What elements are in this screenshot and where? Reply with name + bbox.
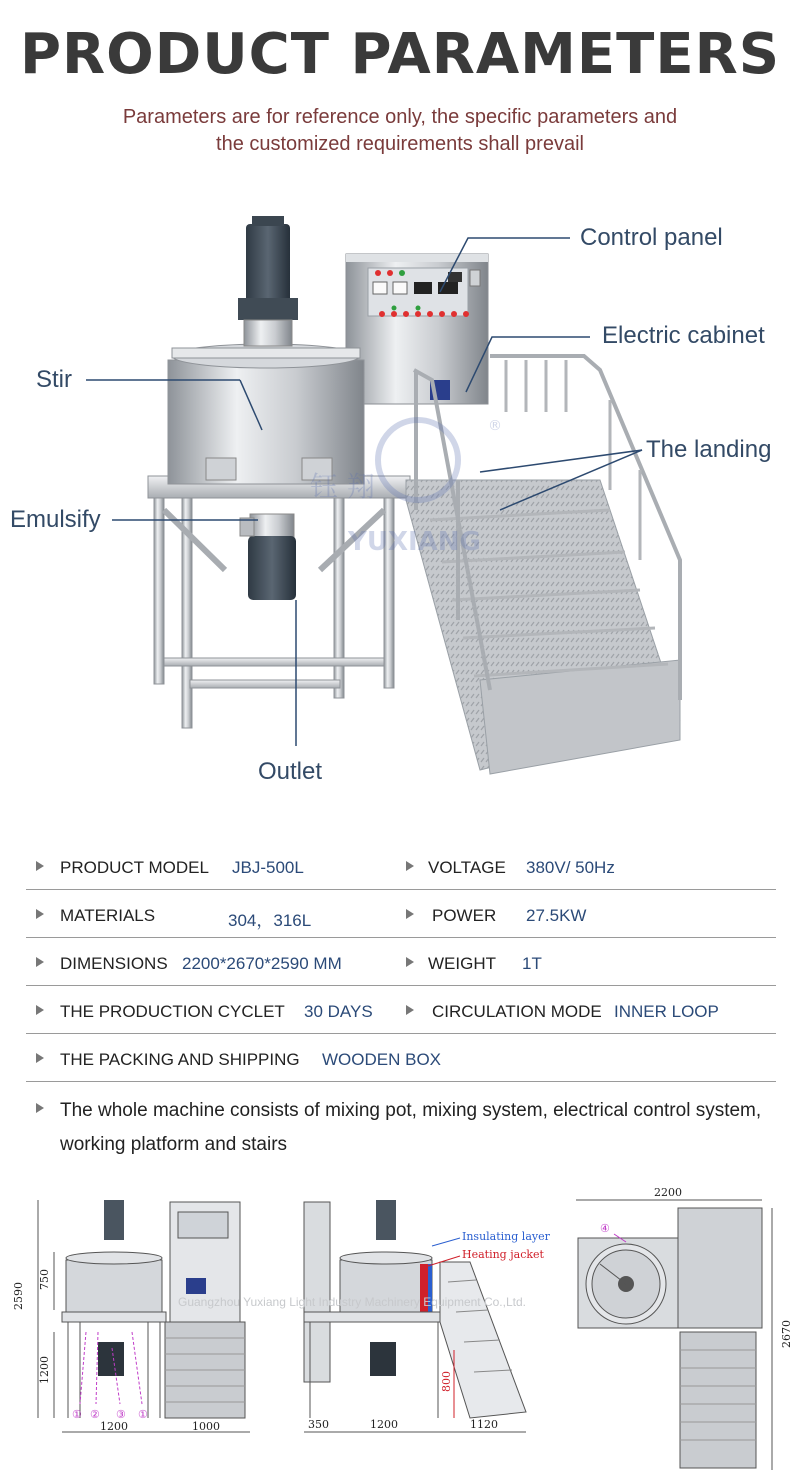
callout-emulsify: Emulsify bbox=[10, 506, 101, 533]
label-heating-jacket: Heating jacket bbox=[462, 1248, 544, 1261]
machine-illustration bbox=[0, 180, 800, 820]
dim-front-total-height: 2590 bbox=[12, 1282, 25, 1310]
company-watermark: Guangzhou Yuxiang Light Industry Machinery Equipment Co.,Ltd. bbox=[178, 1295, 526, 1309]
svg-text:®: ® bbox=[488, 418, 502, 434]
param-value: WOODEN BOX bbox=[322, 1050, 442, 1069]
dim-side-w2: 1200 bbox=[370, 1418, 398, 1431]
param-value: 2200*2670*2590 MM bbox=[182, 954, 342, 973]
param-label: THE PRODUCTION CYCLET bbox=[60, 1002, 285, 1021]
callout-control-panel: Control panel bbox=[580, 224, 723, 251]
stir-motor bbox=[238, 216, 298, 346]
bullet-triangle-icon bbox=[36, 909, 44, 919]
param-label: CIRCULATION MODE bbox=[432, 1002, 602, 1021]
bullet-triangle-icon bbox=[406, 909, 414, 919]
bullet-triangle-icon bbox=[36, 1103, 44, 1113]
front-view-drawing bbox=[38, 1200, 250, 1432]
param-value: INNER LOOP bbox=[614, 1002, 719, 1021]
callout-stir: Stir bbox=[36, 366, 72, 393]
dim-side-w1: 350 bbox=[308, 1418, 329, 1431]
marker-4: ④ bbox=[600, 1222, 610, 1235]
machine-svg bbox=[0, 180, 800, 820]
callout-the-landing: The landing bbox=[646, 436, 772, 463]
param-label: MATERIALS bbox=[60, 906, 156, 925]
watermark-en: YUXIANG bbox=[348, 527, 481, 557]
emulsify-motor bbox=[240, 514, 296, 600]
description-text: The whole machine consists of mixing pot, mixing system, electrical control system, working platform and stairs bbox=[60, 1100, 762, 1155]
param-row bbox=[26, 1034, 776, 1082]
dim-front-width-left: 1200 bbox=[100, 1420, 128, 1433]
page-title: PRODUCT PARAMETERS bbox=[19, 22, 781, 87]
param-row bbox=[26, 938, 776, 986]
subtitle-line-2: the customized requirements shall prevail bbox=[216, 133, 584, 155]
param-label: PRODUCT MODEL bbox=[60, 858, 209, 877]
marker-1b: ① bbox=[138, 1408, 148, 1421]
dim-top-width: 2200 bbox=[654, 1186, 682, 1199]
param-row bbox=[26, 890, 776, 938]
bullet-triangle-icon bbox=[36, 861, 44, 871]
dim-top-depth: 2670 bbox=[780, 1320, 793, 1348]
param-label: VOLTAGE bbox=[428, 858, 506, 877]
top-view-drawing bbox=[576, 1200, 772, 1470]
bullet-triangle-icon bbox=[406, 1005, 414, 1015]
dim-side-w3: 1120 bbox=[470, 1418, 498, 1431]
page-subtitle bbox=[0, 104, 800, 158]
dim-front-bottom-height: 1200 bbox=[38, 1356, 51, 1384]
bullet-triangle-icon bbox=[36, 1005, 44, 1015]
dim-outlet-height: 800 bbox=[440, 1371, 453, 1392]
param-label: THE PACKING AND SHIPPING bbox=[60, 1050, 300, 1069]
marker-2: ② bbox=[90, 1408, 100, 1421]
label-insulating-layer: Insulating layer bbox=[462, 1230, 550, 1243]
bullet-triangle-icon bbox=[36, 1053, 44, 1063]
marker-3: ③ bbox=[116, 1408, 126, 1421]
watermark-cn: 钰 翔 bbox=[310, 470, 375, 503]
dim-front-width-right: 1000 bbox=[192, 1420, 220, 1433]
param-label: DIMENSIONS bbox=[60, 954, 168, 973]
param-value: 304，316L bbox=[228, 911, 312, 930]
param-value: 380V/ 50Hz bbox=[526, 858, 615, 877]
bullet-triangle-icon bbox=[36, 957, 44, 967]
drawings-svg bbox=[0, 1182, 800, 1482]
param-value: JBJ-500L bbox=[232, 858, 304, 877]
marker-1: ① bbox=[72, 1408, 82, 1421]
dim-front-top-height: 750 bbox=[38, 1269, 51, 1290]
parameters-table bbox=[26, 842, 776, 1082]
callout-outlet: Outlet bbox=[258, 758, 323, 785]
mixing-tank bbox=[168, 344, 364, 484]
callout-electric-cabinet: Electric cabinet bbox=[602, 322, 765, 349]
stairs bbox=[406, 356, 680, 774]
param-label: WEIGHT bbox=[428, 954, 496, 973]
param-row bbox=[26, 986, 776, 1034]
param-value: 27.5KW bbox=[526, 906, 587, 925]
param-value: 30 DAYS bbox=[304, 1002, 373, 1021]
param-row bbox=[26, 842, 776, 890]
subtitle-line-1: Parameters are for reference only, the specific parameters and bbox=[122, 106, 678, 128]
technical-drawings bbox=[0, 1182, 800, 1482]
param-value: 1T bbox=[522, 954, 542, 973]
bullet-triangle-icon bbox=[406, 957, 414, 967]
bullet-triangle-icon bbox=[406, 861, 414, 871]
param-label: POWER bbox=[432, 906, 497, 925]
